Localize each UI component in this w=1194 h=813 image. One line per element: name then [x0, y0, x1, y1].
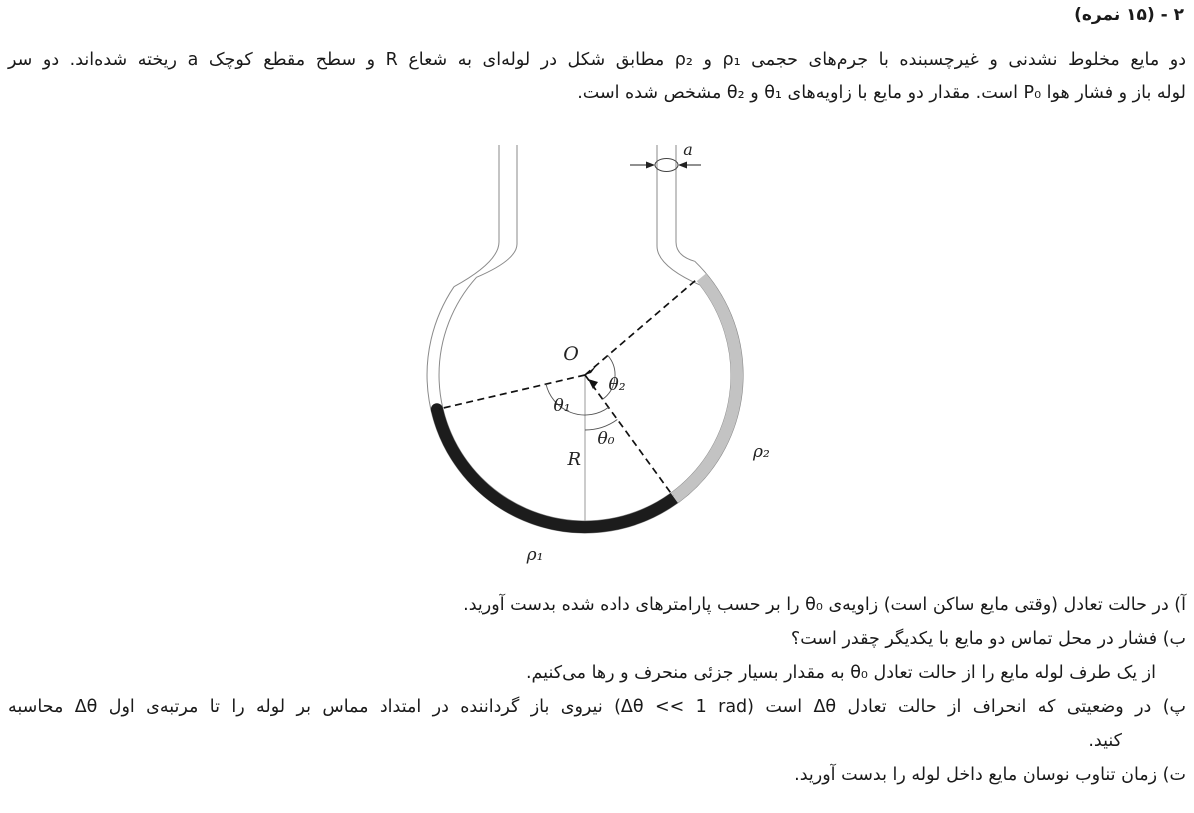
question-part-p-line1: پ) در وضعیتی که انحراف از حالت تعادل Δθ است ⁦(Δθ << 1 rad)⁩ نیروی باز گرداننده در امتداد مماس بر لوله را تا مرتبه‌ی اول Δθ محاسبه — [8, 697, 1187, 717]
statement-line-2: لوله باز و فشار هوا P₀ است. مقدار دو مایع با زاویه‌های θ₁ و θ₂ مشخص شده است. — [577, 83, 1186, 103]
physics-figure — [385, 138, 805, 590]
theta0-label: θ₀ — [597, 429, 615, 449]
question-part-a: آ) در حالت تعادل (وقتی مایع ساکن است) زاویه‌ی θ₀ را بر حسب پارامترهای داده شده بدست آورید. — [463, 595, 1186, 615]
problem-number-heading: ۲ - (۱۵ نمره) — [1074, 5, 1184, 25]
liquid2-arc — [674, 277, 737, 498]
rho1-label: ρ₁ — [526, 545, 544, 565]
left-tube-outer-wall — [454, 145, 499, 287]
circular-tube-diagram — [385, 138, 805, 590]
left-tube-inner-wall — [477, 145, 518, 277]
theta2-label: θ₂ — [608, 375, 626, 395]
interface-arrowhead — [588, 379, 598, 389]
question-part-p-line2: کنید. — [1088, 731, 1122, 751]
theta1-label: θ₁ — [553, 396, 571, 416]
question-part-b: ب) فشار در محل تماس دو مایع با یکدیگر چقدر است؟ — [790, 629, 1186, 649]
dashed-radius-upper-right — [585, 280, 696, 375]
tube-width-label: a — [683, 140, 693, 159]
a-dim-left-arrowhead — [646, 162, 655, 169]
liquid1-arc — [437, 409, 674, 527]
question-lead-in: از یک طرف لوله مایع را از حالت تعادل θ₀ به مقدار بسیار جزئی منحرف و رها می‌کنیم. — [525, 663, 1156, 683]
rho2-label: ρ₂ — [753, 442, 770, 462]
problem-statement — [8, 44, 1186, 110]
question-part-t: ت) زمان تناوب نوسان مایع داخل لوله را بدست آورید. — [794, 765, 1186, 785]
a-dim-right-arrowhead — [678, 162, 687, 169]
right-tube-inner-wall — [657, 145, 700, 285]
radius-label: R — [567, 449, 581, 470]
question-parts — [8, 588, 1186, 792]
liquid1-end-cap — [431, 403, 443, 415]
tube-cross-section-ellipse — [655, 159, 678, 172]
origin-label: O — [563, 343, 579, 365]
statement-line-1: دو مایع مخلوط نشدنی و غیرچسبنده با جرم‌های حجمی ρ₁ و ρ₂ مطابق شکل در لوله‌ای به شعاع R و سطح مقطع کوچک a ریخته شده‌اند. دو سر — [8, 50, 1187, 70]
